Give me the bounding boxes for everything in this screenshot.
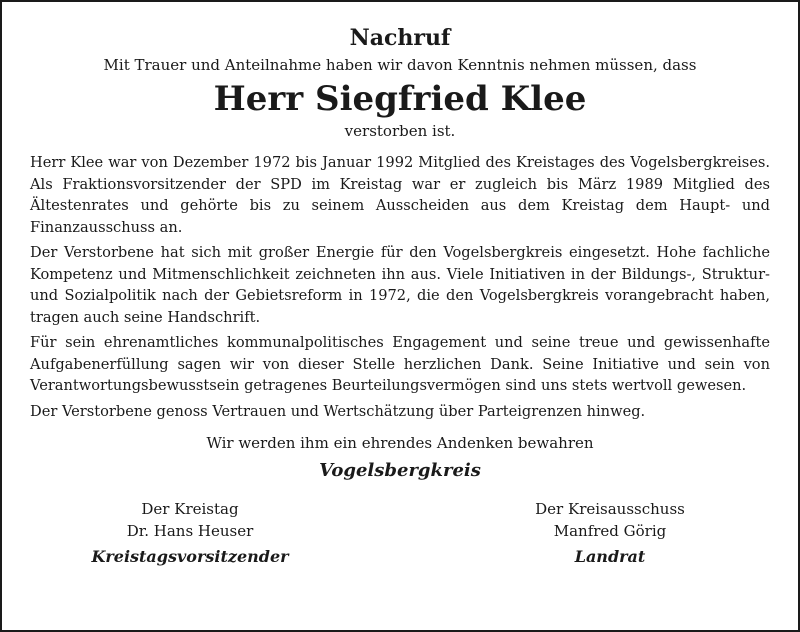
signature-title: Landrat <box>574 547 646 566</box>
signature-person: Manfred Görig <box>553 522 667 540</box>
signature-body: Der Kreistag <box>141 500 239 518</box>
paragraph-career: Herr Klee war von Dezember 1972 bis Januar 1992 Mitglied des Kreistages des Vogelsbergkreises. Als Fraktionsvorsitzender der SPD im Kreistag war er zugleich bis März 1989 Mitglied des Ältestenrates und gehörte bis zu seinem Ausscheiden aus dem Kreistag dem Haupt- und Finanzausschuss an. <box>30 154 770 236</box>
signature-kreistag <box>70 498 310 570</box>
paragraph-thanks: Für sein ehrenamtliches kommunalpolitisches Engagement und seine treue und gewissenhafte Aufgabenerfüllung sagen wir von dieser Stelle herzlichen Dank. Seine Initiative und sein von Verantwortungsbewusstsein getragenes Beurteilungsvermögen sind uns stets wertvoll gewesen. <box>30 334 770 394</box>
notice-heading: Nachruf <box>349 25 451 51</box>
deceased-name: Herr Siegfried Klee <box>213 79 587 119</box>
signature-body: Der Kreisausschuss <box>535 500 685 518</box>
paragraph-respect: Der Verstorbene genoss Vertrauen und Wertschätzung über Parteigrenzen hinweg. <box>30 402 646 420</box>
signature-title: Kreistagsvorsitzender <box>91 547 289 566</box>
signature-person: Dr. Hans Heuser <box>126 522 254 540</box>
deceased-line: verstorben ist. <box>344 122 456 140</box>
intro-line: Mit Trauer und Anteilnahme haben wir davon Kenntnis nehmen müssen, dass <box>103 56 697 74</box>
organization-name: Vogelsbergkreis <box>319 460 481 481</box>
signature-block <box>30 498 770 570</box>
obituary-body <box>30 152 770 422</box>
closing-line: Wir werden ihm ein ehrendes Andenken bewahren <box>206 434 594 452</box>
paragraph-merits: Der Verstorbene hat sich mit großer Energie für den Vogelsbergkreis eingesetzt. Hohe fachliche Kompetenz und Mitmenschlichkeit zeichneten ihn aus. Viele Initiativen in der Bildungs-, Struktur- und Sozialpolitik nach der Gebietsreform in 1972, die den Vogelsbergkreis vorangebracht haben, tragen auch seine Handschrift. <box>30 244 770 326</box>
signature-kreisausschuss <box>490 498 730 570</box>
obituary-notice <box>30 24 770 570</box>
